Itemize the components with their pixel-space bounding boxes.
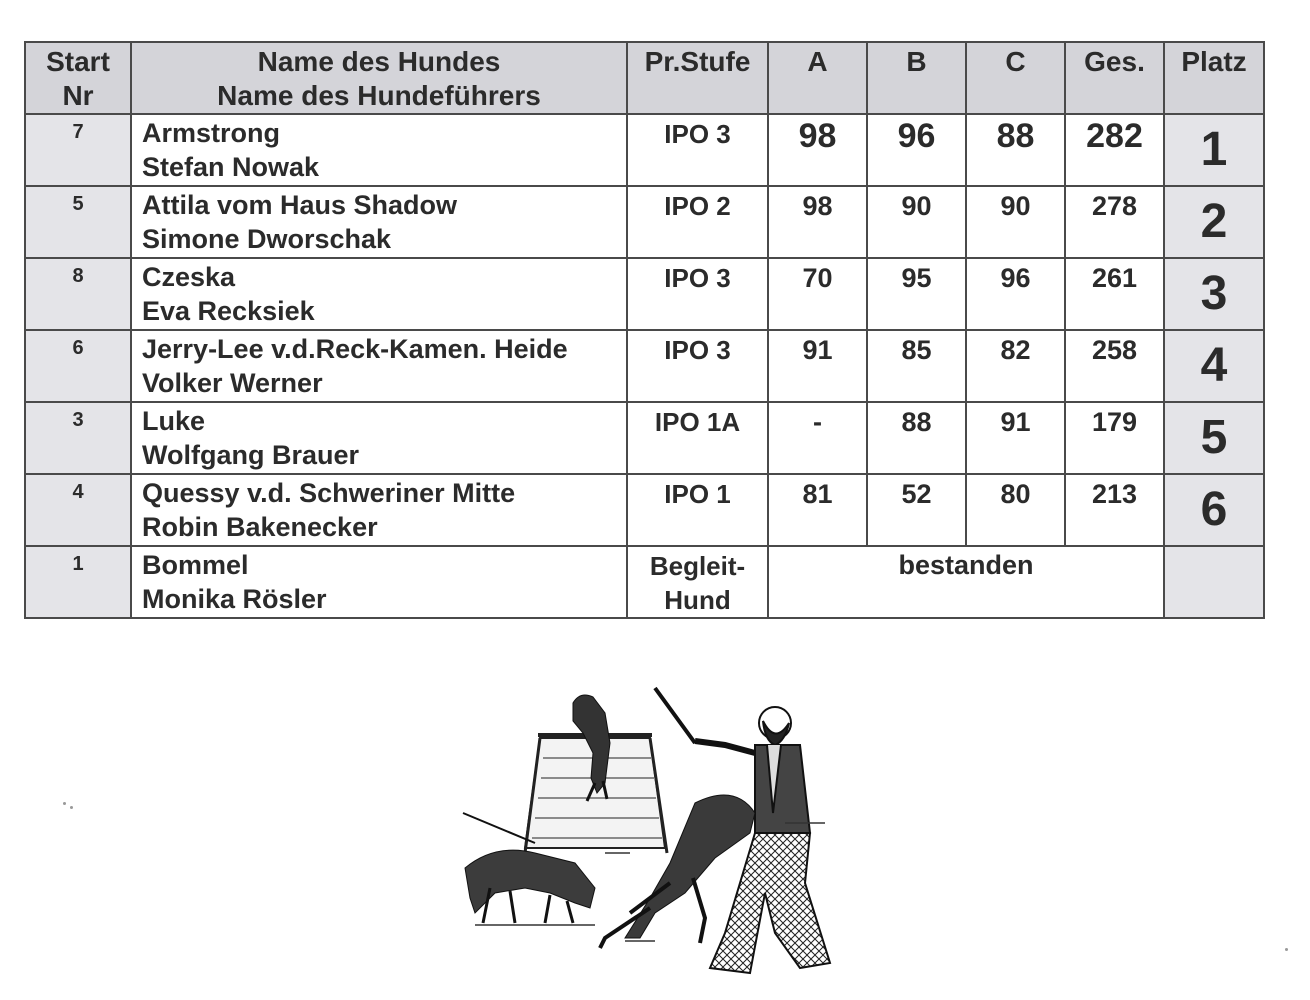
stufe-cell: IPO 1A bbox=[627, 402, 768, 474]
header-name: Name des Hundes Name des Hundeführers bbox=[131, 42, 627, 114]
table-row bbox=[25, 330, 1264, 402]
dog-name: Quessy v.d. Schweriner Mitte bbox=[142, 478, 516, 508]
score-b-cell: 85 bbox=[867, 330, 966, 402]
score-ges-cell: 213 bbox=[1065, 474, 1164, 546]
start-nr-cell: 7 bbox=[25, 114, 131, 186]
table-row-begleithund bbox=[25, 546, 1264, 618]
handler-name: Wolfgang Brauer bbox=[142, 440, 360, 470]
scan-speck bbox=[63, 802, 66, 805]
header-a: A bbox=[768, 42, 867, 114]
header-ges: Ges. bbox=[1065, 42, 1164, 114]
stufe-cell: IPO 1 bbox=[627, 474, 768, 546]
name-cell bbox=[131, 402, 627, 474]
stufe-cell: IPO 2 bbox=[627, 186, 768, 258]
name-cell bbox=[131, 330, 627, 402]
stufe-cell: Begleit- Hund bbox=[627, 546, 768, 618]
score-b-cell: 95 bbox=[867, 258, 966, 330]
stufe-cell: IPO 3 bbox=[627, 330, 768, 402]
score-a-cell: 98 bbox=[768, 114, 867, 186]
header-b: B bbox=[867, 42, 966, 114]
name-cell bbox=[131, 546, 627, 618]
dog-name: Jerry-Lee v.d.Reck-Kamen. Heide bbox=[142, 334, 568, 364]
score-ges-cell: 261 bbox=[1065, 258, 1164, 330]
dog-name: Luke bbox=[142, 406, 206, 436]
score-c-cell: 88 bbox=[966, 114, 1065, 186]
scan-speck bbox=[70, 806, 73, 809]
start-nr-cell: 6 bbox=[25, 330, 131, 402]
score-c-cell: 82 bbox=[966, 330, 1065, 402]
header-c: C bbox=[966, 42, 1065, 114]
score-ges-cell: 179 bbox=[1065, 402, 1164, 474]
handler-name: Monika Rösler bbox=[142, 584, 327, 614]
platz-cell: 3 bbox=[1164, 258, 1264, 330]
name-cell bbox=[131, 258, 627, 330]
table-row bbox=[25, 114, 1264, 186]
score-ges-cell: 278 bbox=[1065, 186, 1164, 258]
stufe-cell: IPO 3 bbox=[627, 114, 768, 186]
header-start-nr: Start Nr bbox=[25, 42, 131, 114]
score-b-cell: 88 bbox=[867, 402, 966, 474]
start-nr-cell: 4 bbox=[25, 474, 131, 546]
handler-name: Eva Recksiek bbox=[142, 296, 315, 326]
scan-speck bbox=[1285, 948, 1288, 951]
platz-cell: 1 bbox=[1164, 114, 1264, 186]
results-table bbox=[24, 41, 1265, 619]
score-b-cell: 52 bbox=[867, 474, 966, 546]
score-ges-cell: 258 bbox=[1065, 330, 1164, 402]
result-cell: bestanden bbox=[768, 546, 1164, 618]
score-a-cell: 81 bbox=[768, 474, 867, 546]
header-row bbox=[25, 42, 1264, 114]
score-c-cell: 80 bbox=[966, 474, 1065, 546]
handler-name: Volker Werner bbox=[142, 368, 323, 398]
name-cell bbox=[131, 186, 627, 258]
dog-name: Bommel bbox=[142, 550, 249, 580]
score-b-cell: 90 bbox=[867, 186, 966, 258]
score-a-cell: 91 bbox=[768, 330, 867, 402]
handler-name: Stefan Nowak bbox=[142, 152, 320, 182]
score-a-cell: - bbox=[768, 402, 867, 474]
score-ges-cell: 282 bbox=[1065, 114, 1164, 186]
platz-cell: 4 bbox=[1164, 330, 1264, 402]
score-c-cell: 90 bbox=[966, 186, 1065, 258]
start-nr-cell: 8 bbox=[25, 258, 131, 330]
platz-cell: 2 bbox=[1164, 186, 1264, 258]
header-platz: Platz bbox=[1164, 42, 1264, 114]
score-a-cell: 70 bbox=[768, 258, 867, 330]
table-row bbox=[25, 402, 1264, 474]
score-c-cell: 91 bbox=[966, 402, 1065, 474]
schutzhund-training-illustration bbox=[455, 683, 835, 983]
name-cell bbox=[131, 474, 627, 546]
handler-name: Robin Bakenecker bbox=[142, 512, 378, 542]
start-nr-cell: 5 bbox=[25, 186, 131, 258]
table-row bbox=[25, 258, 1264, 330]
table-row bbox=[25, 186, 1264, 258]
score-a-cell: 98 bbox=[768, 186, 867, 258]
handler-name: Simone Dworschak bbox=[142, 224, 392, 254]
platz-cell: 5 bbox=[1164, 402, 1264, 474]
name-cell bbox=[131, 114, 627, 186]
dog-name: Armstrong bbox=[142, 118, 281, 148]
platz-cell bbox=[1164, 546, 1264, 618]
score-c-cell: 96 bbox=[966, 258, 1065, 330]
start-nr-cell: 1 bbox=[25, 546, 131, 618]
table-row bbox=[25, 474, 1264, 546]
dog-name: Czeska bbox=[142, 262, 236, 292]
platz-cell: 6 bbox=[1164, 474, 1264, 546]
header-stufe: Pr.Stufe bbox=[627, 42, 768, 114]
dog-name: Attila vom Haus Shadow bbox=[142, 190, 458, 220]
score-b-cell: 96 bbox=[867, 114, 966, 186]
stufe-cell: IPO 3 bbox=[627, 258, 768, 330]
start-nr-cell: 3 bbox=[25, 402, 131, 474]
